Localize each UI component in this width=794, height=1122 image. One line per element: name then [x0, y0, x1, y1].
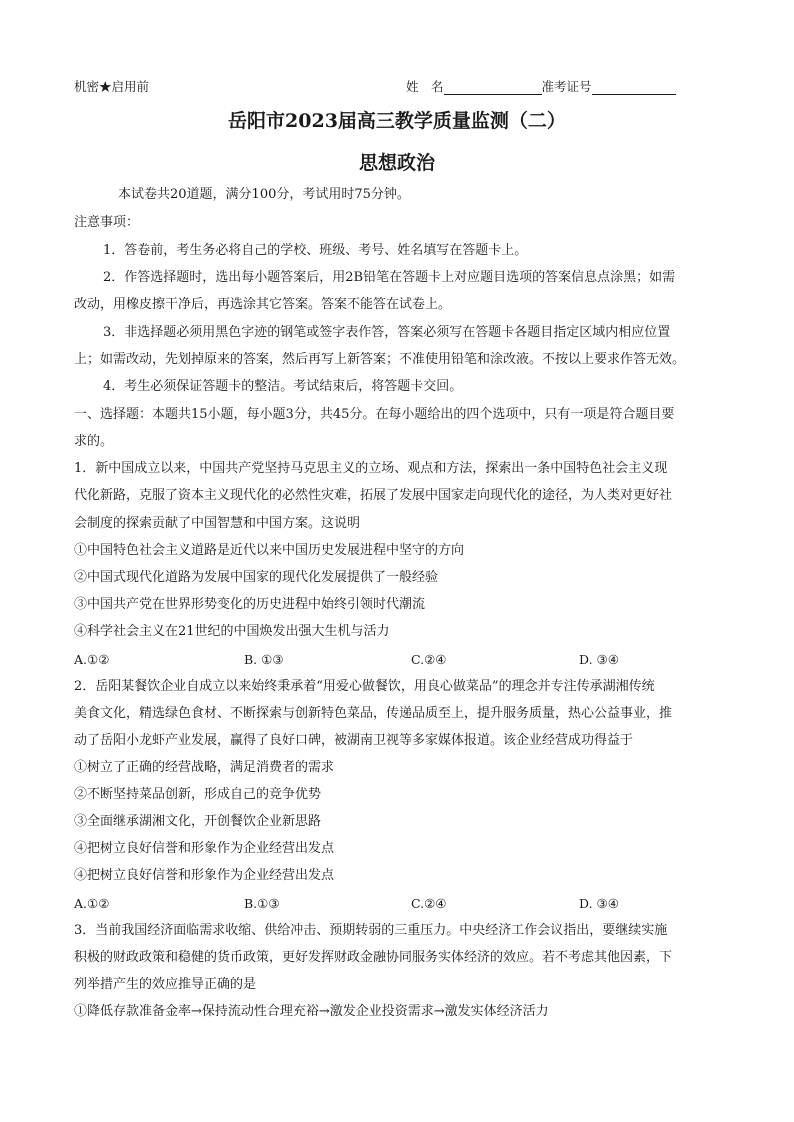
section-heading: 一、选择题：本题共15小题，每小题3分，共45分。在每小题给出的四个选项中，只有一项是符合题目要	[74, 407, 675, 422]
exam-title: 岳阳市2023届高三教学质量监测（二）	[228, 110, 566, 132]
q3-stem: 积极的财政政策和稳健的货币政策，更好发挥财政金融协同服务实体经济的效应。若不考虑其他因素，下	[74, 950, 673, 965]
q1-item: ①中国特色社会主义道路是近代以来中国历史发展进程中坚守的方向	[74, 543, 465, 558]
q2-item: ③全面继承湖湘文化，开创餐饮企业新思路	[74, 814, 322, 829]
q2-option-c: C.②④	[411, 896, 447, 911]
notice-line: 4．考生必须保证答题卡的整洁。考试结束后，将答题卡交回。	[103, 379, 463, 394]
id-blank	[592, 81, 676, 95]
q3-item: ①降低存款准备金率→保持流动性合理充裕→激发企业投资需求→激发实体经济活力	[74, 1004, 549, 1019]
q1-option-c: C.②④	[411, 652, 447, 667]
notice-line: 2．作答选择题时，选出每小题答案后，用2B铅笔在答题卡上对应题目选项的答案信息点涂黑；如需	[103, 270, 676, 285]
id-label: 准考证号	[541, 79, 592, 94]
candidate-info	[406, 77, 676, 95]
name-label: 姓 名	[406, 79, 444, 94]
q1-option-b: B. ①③	[244, 652, 284, 667]
q2-stem: 动了岳阳小龙虾产业发展，赢得了良好口碑，被湖南卫视等多家媒体报道。该企业经营成功得益于	[74, 733, 634, 748]
section-heading: 求的。	[74, 434, 114, 449]
confidential-label: 机密★启用前	[74, 79, 150, 94]
notice-line: 1．答卷前，考生务必将自己的学校、班级、考号、姓名填写在答题卡上。	[103, 243, 528, 258]
q2-item: ②不断坚持菜品创新，形成自己的竞争优势	[74, 787, 322, 802]
q1-stem: 代化新路，克服了资本主义现代化的必然性灾难，拓展了发展中国家走向现代化的途径，为人类对更好社	[74, 488, 673, 503]
q2-item: ①树立了正确的经营战略，满足消费者的需求	[74, 760, 335, 775]
q2-item: ④把树立良好信誉和形象作为企业经营出发点	[74, 868, 335, 883]
q2-option-d: D. ③④	[579, 896, 619, 911]
exam-subject: 思想政治	[358, 152, 435, 174]
notice-line: 改动，用橡皮擦干净后，再选涂其它答案。答案不能答在试卷上。	[74, 297, 452, 312]
q2-stem: 2．岳阳某餐饮企业自成立以来始终秉承着“用爱心做餐饮，用良心做菜品”的理念并专注传承湖湘传统	[74, 679, 655, 694]
q1-item: ③中国共产党在世界形势变化的历史进程中始终引领时代潮流	[74, 597, 426, 612]
q3-stem: 列举措产生的效应推导正确的是	[74, 977, 257, 992]
q1-item: ②中国式现代化道路为发展中国家的现代化发展提供了一般经验	[74, 570, 439, 585]
notice-heading: 注意事项：	[74, 215, 140, 230]
q1-option-d: D. ③④	[579, 652, 619, 667]
notice-line: 上；如需改动，先划掉原来的答案，然后再写上新答案；不准使用铅笔和涂改液。不按以上要求作答无效。	[74, 352, 686, 367]
intro-text: 本试卷共20道题，满分100分，考试用时75分钟。	[118, 187, 410, 202]
name-blank	[444, 81, 542, 95]
q1-item: ④科学社会主义在21世纪的中国焕发出强大生机与活力	[74, 624, 390, 639]
q1-option-a: A.①②	[74, 652, 110, 667]
q3-stem: 3．当前我国经济面临需求收缩、供给冲击、预期转弱的三重压力。中央经济工作会议指出，要继续实施	[74, 923, 668, 938]
notice-line: 3．非选择题必须用黑色字迹的钢笔或签字表作答，答案必须写在答题卡各题目指定区域内相应位置	[103, 325, 671, 340]
q2-option-a: A.①②	[74, 896, 110, 911]
q2-item: ④把树立良好信誉和形象作为企业经营出发点	[74, 841, 335, 856]
q1-stem: 会制度的探索贡献了中国智慧和中国方案。这说明	[74, 516, 361, 531]
q2-stem: 美食文化，精选绿色食材、不断探索与创新特色菜品，传递品质至上，提升服务质量，热心公益事业，推	[74, 706, 673, 721]
q2-option-b: B.①③	[244, 896, 280, 911]
q1-stem: 1．新中国成立以来，中国共产党坚持马克思主义的立场、观点和方法，探索出一条中国特色社会主义现	[74, 461, 668, 476]
